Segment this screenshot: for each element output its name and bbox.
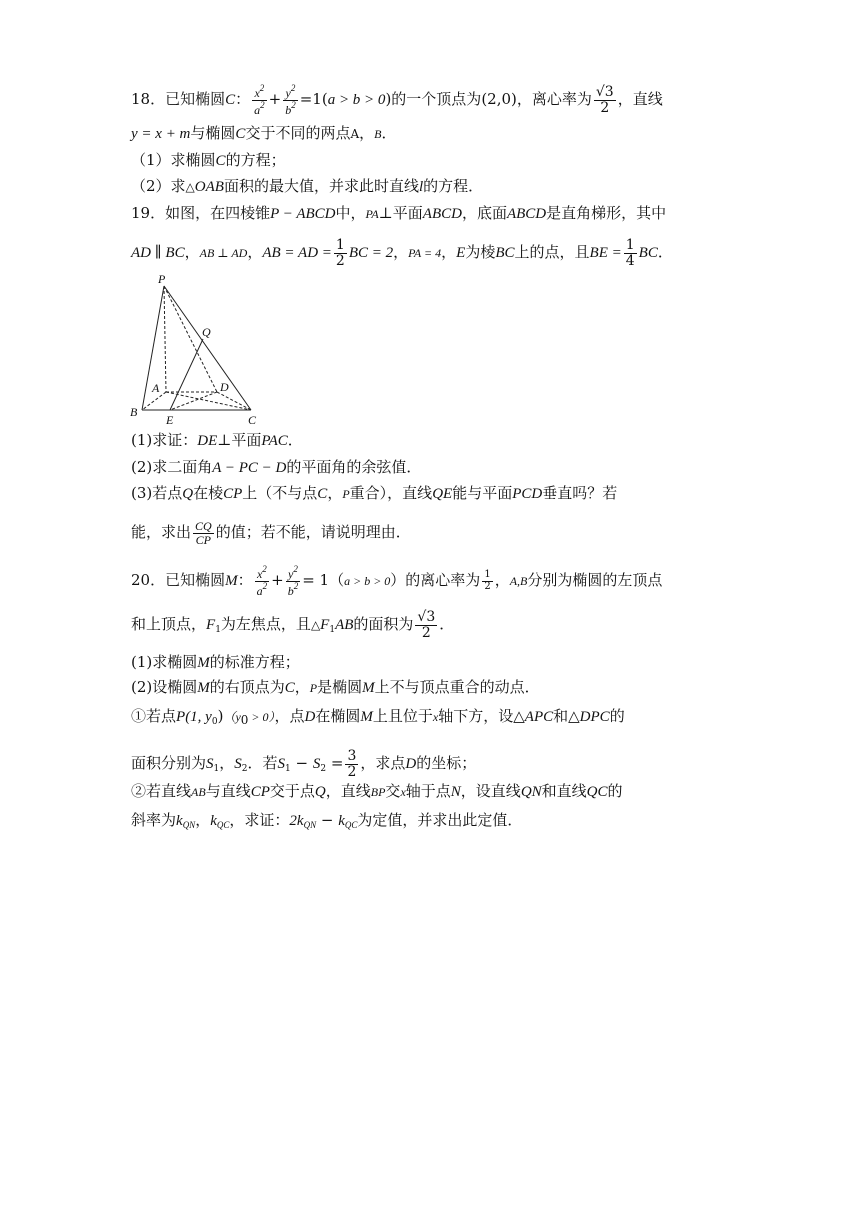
edge-DC <box>217 392 251 410</box>
q19-part1: (1)求证：DE⊥平面PAC． <box>131 431 303 449</box>
q18-line2: y = x + m与椭圆C交于不同的两点A，B． <box>131 124 397 142</box>
label-E: E <box>166 413 174 427</box>
q18-part1: （1）求椭圆C的方程； <box>131 151 286 169</box>
line-equation: y = x + m <box>131 126 191 142</box>
area-fraction: $\frac{√3}{2}$ <box>417 609 436 641</box>
q20-part2: (2)设椭圆M的右顶点为C，P是椭圆M上不与顶点重合的动点． <box>131 678 540 696</box>
label-D: D <box>220 380 229 394</box>
label-B: B <box>130 405 138 419</box>
edge-PD <box>164 286 217 392</box>
edge-PC <box>164 286 251 410</box>
q20-case1: ①若点P(1, $y_0)(y_0 > 0)$，点D在椭圆M上且位于x轴下方，设△APC和△DPC的 <box>131 707 625 727</box>
q19-part2: (2)求二面角A − PC − D的平面角的余弦值． <box>131 458 422 476</box>
pyramid-figure <box>128 272 278 432</box>
q19-line2: AD ∥ BC，AB ⊥ AD，AB = AD = $\frac{1}{2}$ BC = 2，PA = 4，E为棱BC上的点，且BE = $\frac{1}{4}$ BC． <box>131 237 673 269</box>
label-C: C <box>248 413 257 427</box>
label-P: P <box>158 272 166 286</box>
q18-line1: 18．已知椭圆C： $\frac{x^2}{a^2}$ + $\frac{y^2}{b^2}$ =1(a > b > 0)的一个顶点为(2,0)，离心率为 $\frac{√3}{2}$ ，直线 <box>131 83 663 117</box>
fraction-y2-b2: $\frac{y^2}{b^2}$ <box>285 83 296 117</box>
q20-line1: 20．已知椭圆M： $\frac{x^2}{a^2}$ + $\frac{y^2}{b^2}$ = 1（a > b > 0）的离心率为 $\frac{1}{2}$ ，A,B分别为椭圆的左顶点 <box>131 564 663 598</box>
q20-number: 20． <box>131 571 166 590</box>
q19-part3-cont: 能，求出 $\frac{CQ}{CP}$ 的值；若不能，请说明理由． <box>131 519 411 547</box>
q18-number: 18． <box>131 90 166 109</box>
label-Q: Q <box>202 325 211 339</box>
eccentricity-fraction: $\frac{√3}{2}$ <box>595 83 614 116</box>
q20-part1: (1)求椭圆M的标准方程； <box>131 653 300 671</box>
half-fraction: $\frac{1}{2}$ <box>484 569 491 592</box>
label-A: A <box>152 381 160 395</box>
q19-number: 19． <box>131 204 166 222</box>
quarter-fraction: $\frac{1}{4}$ <box>625 237 635 269</box>
q20-case2: ②若直线AB与直线CP交于点Q，直线BP交x轴于点N，设直线QN和直线QC的 <box>131 782 623 800</box>
q20-case1-cont: 面积分别为$S_1$，$S_2$．若$S_1 - S_2$ = $\frac{3}{2}$ ，求点D的坐标； <box>131 748 477 780</box>
vertex-coord: (2,0) <box>481 90 517 109</box>
edge-PA <box>164 286 166 392</box>
fraction-y2-b2: $\frac{y^2}{b^2}$ <box>287 564 299 598</box>
fraction-x2-a2: $\frac{x^2}{a^2}$ <box>256 564 268 598</box>
q20-case2-cont: 斜率为$k_{QN}$，$k_{QC}$，求证：$2k_{QN} - k_{QC}$为定值，并求出此定值． <box>131 811 523 830</box>
edge-AC <box>166 392 251 410</box>
fraction-x2-a2: $\frac{x^2}{a^2}$ <box>254 83 265 117</box>
three-halves-fraction: $\frac{3}{2}$ <box>347 748 357 780</box>
half-fraction: $\frac{1}{2}$ <box>335 237 345 269</box>
q18-part2: （2）求△OAB面积的最大值，并求此时直线l的方程． <box>131 177 484 195</box>
q19-part3: (3)若点Q在棱CP上（不与点C，P重合），直线QE能与平面PCD垂直吗？若 <box>131 484 618 502</box>
cq-over-cp-fraction: $\frac{CQ}{CP}$ <box>195 519 212 547</box>
q20-line2: 和上顶点，$F_1$为左焦点，且$\triangle F_1AB$的面积为 $\frac{√3}{2}$ ． <box>131 609 455 641</box>
q19-line1: 19．如图，在四棱锥P − ABCD中，PA⊥平面ABCD，底面ABCD是直角梯形，其中 <box>131 204 667 222</box>
